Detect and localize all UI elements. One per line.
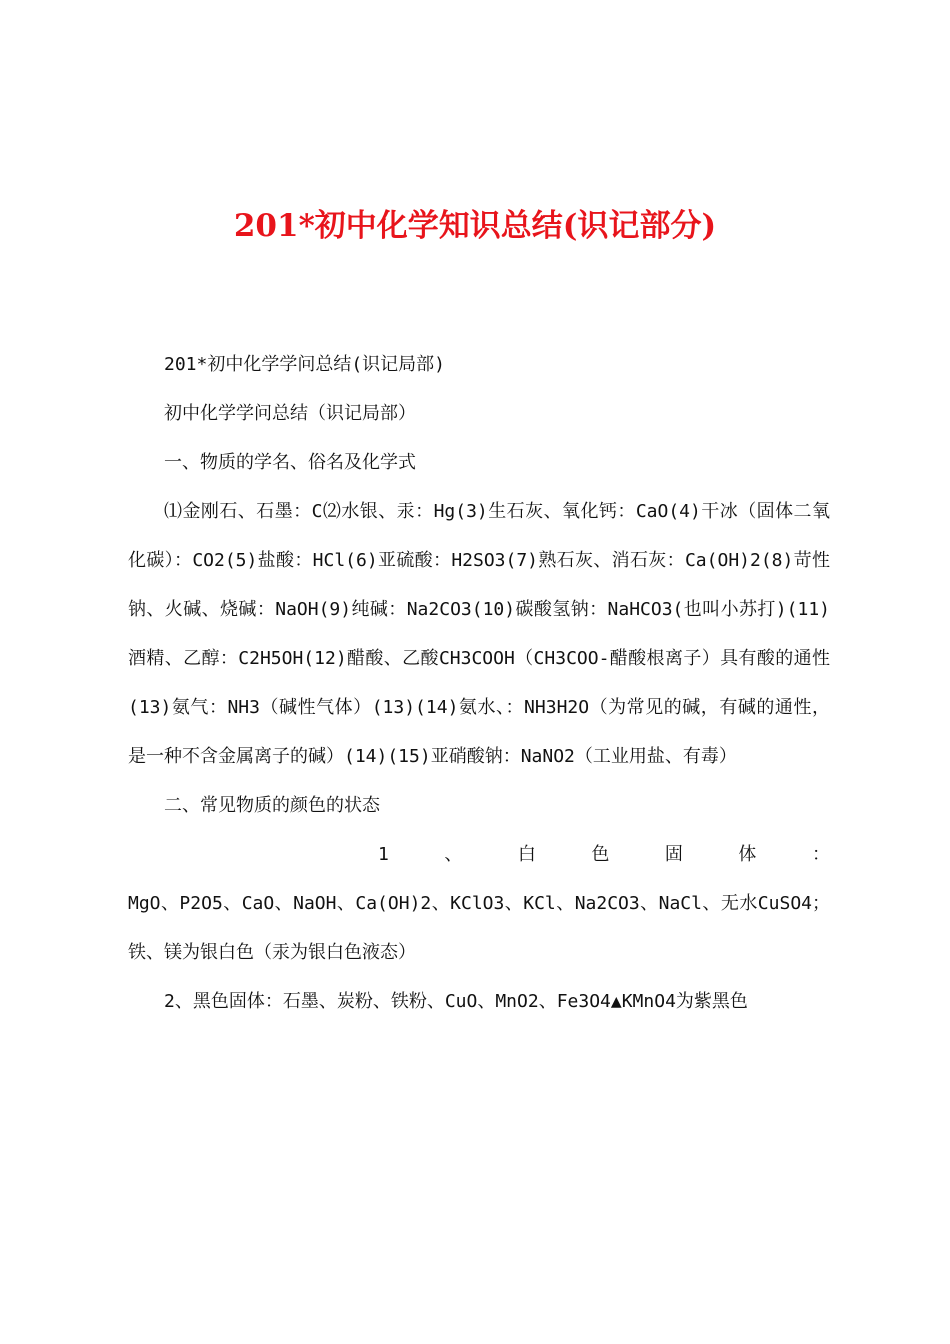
document-title: 201*初中化学知识总结(识记部分)	[233, 208, 717, 244]
section-heading-colors: 二、常见物质的颜色的状态	[164, 795, 380, 816]
heading-char: 1	[378, 844, 389, 865]
section-heading-names: 一、物质的学名、俗名及化学式	[164, 452, 416, 473]
paragraph-heading: 初中化学学问总结（识记局部）	[164, 403, 416, 424]
heading-char: 、	[444, 844, 463, 865]
document-body	[128, 340, 830, 1026]
heading-char: 体	[738, 844, 757, 865]
heading-char: 固	[664, 844, 683, 865]
paragraph-subtitle: 201*初中化学学问总结(识记局部)	[164, 354, 446, 375]
heading-char: ：	[811, 844, 830, 865]
heading-char: 色	[591, 844, 610, 865]
paragraph-black-solids: 2、黑色固体：石墨、炭粉、铁粉、CuO、MnO2、Fe3O4▲KMnO4为紫黑色	[164, 991, 748, 1012]
white-solid-heading	[128, 830, 830, 879]
paragraph-white-solids: MgO、P2O5、CaO、NaOH、Ca(OH)2、KClO3、KCl、Na2CO3、NaCl、无水CuSO4；铁、镁为银白色（汞为银白色液态）	[128, 893, 830, 963]
paragraph-chemical-names: ⑴金刚石、石墨：C⑵水银、汞：Hg(3)生石灰、氧化钙：CaO(4)干冰（固体二氧化碳）：CO2(5)盐酸：HCl(6)亚硫酸：H2SO3(7)熟石灰、消石灰：Ca(OH)2(8)苛性钠、火碱、烧碱：NaOH(9)纯碱：Na2CO3(10)碳酸氢钠：NaHCO3(也叫小苏打)(11)酒精、乙醇：C2H5OH(12)醋酸、乙酸CH3COOH（CH3COO-醋酸根离子）具有酸的通性(13)氨气：NH3（碱性气体）(13)(14)氨水、：NH3H2O（为常见的碱，有碱的通性，是一种不含金属离子的碱）(14)(15)亚硝酸钠：NaNO2（工业用盐、有毒）	[128, 501, 830, 767]
heading-char: 白	[517, 844, 536, 865]
